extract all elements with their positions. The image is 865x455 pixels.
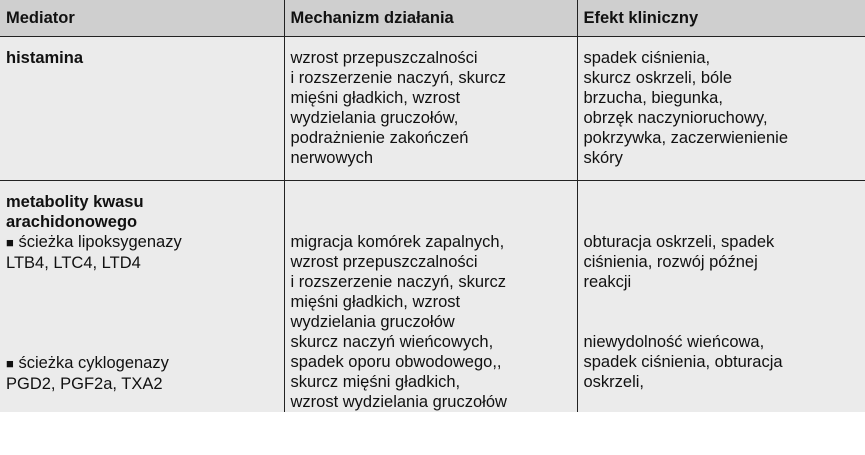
pathway-name: ścieżka cyklogenazy: [18, 353, 169, 372]
header-row: [0, 0, 865, 36]
text-line: obturacja oskrzeli, spadek: [583, 232, 775, 251]
text-line: nerwowych: [290, 148, 374, 167]
text-line: wzrost przepuszczalności: [290, 48, 478, 67]
text-line: wydzielania gruczołów: [290, 312, 455, 331]
cell-mediator: [0, 36, 284, 180]
pathway-lipoksygenazy: [6, 232, 278, 253]
header-mechanizm: Mechanizm działania: [284, 0, 577, 36]
table-row-histamina: [0, 36, 865, 180]
pathway-items: LTB4, LTC4, LTD4: [6, 253, 141, 272]
text-line: reakcji: [583, 272, 632, 291]
text-line: migracja komórek zapalnych,: [290, 232, 505, 251]
text-line: spadek ciśnienia, obturacja: [583, 352, 783, 371]
mediator-name: arachidonowego: [6, 212, 138, 231]
text-line: ciśnienia, rozwój późnej: [583, 252, 758, 271]
text-line: skurcz oskrzeli, bóle: [583, 68, 733, 87]
text-line: skóry: [583, 148, 623, 167]
bullet-icon: ■: [6, 355, 14, 371]
text-line: skurcz mięśni gładkich,: [290, 372, 461, 391]
text-line: obrzęk naczynioruchowy,: [583, 108, 768, 127]
cell-mediator: [0, 180, 284, 412]
text-line: i rozszerzenie naczyń, skurcz: [290, 68, 506, 87]
text-line: mięśni gładkich, wzrost: [290, 292, 461, 311]
text-line: spadek ciśnienia,: [583, 48, 711, 67]
text-line: mięśni gładkich, wzrost: [290, 88, 461, 107]
pathway-cyklogenazy: [6, 353, 278, 374]
cell-efekt: [577, 36, 865, 180]
bullet-icon: ■: [6, 234, 14, 250]
text-line: podrażnienie zakończeń: [290, 128, 469, 147]
text-line: wzrost przepuszczalności: [290, 252, 478, 271]
text-line: niewydolność wieńcowa,: [583, 332, 765, 351]
text-line: oskrzeli,: [583, 372, 645, 391]
text-line: brzucha, biegunka,: [583, 88, 723, 107]
cell-mechanizm: [284, 180, 577, 412]
header-efekt: Efekt kliniczny: [577, 0, 865, 36]
text-line: pokrzywka, zaczerwienienie: [583, 128, 789, 147]
table-row-metabolity: [0, 180, 865, 412]
header-mediator: Mediator: [6, 9, 75, 27]
pathway-name: ścieżka lipoksygenazy: [18, 232, 182, 251]
text-line: wzrost wydzielania gruczołów: [290, 392, 507, 411]
text-line: spadek oporu obwodowego,,: [290, 352, 502, 371]
cell-mechanizm: [284, 36, 577, 180]
text-line: i rozszerzenie naczyń, skurcz: [290, 272, 506, 291]
cell-efekt: [577, 180, 865, 412]
text-line: wydzielania gruczołów,: [290, 108, 459, 127]
mediator-name: histamina: [6, 48, 84, 67]
pathway-items: PGD2, PGF2a, TXA2: [6, 374, 163, 393]
mediator-name: metabolity kwasu: [6, 192, 144, 211]
text-line: skurcz naczyń wieńcowych,: [290, 332, 494, 351]
